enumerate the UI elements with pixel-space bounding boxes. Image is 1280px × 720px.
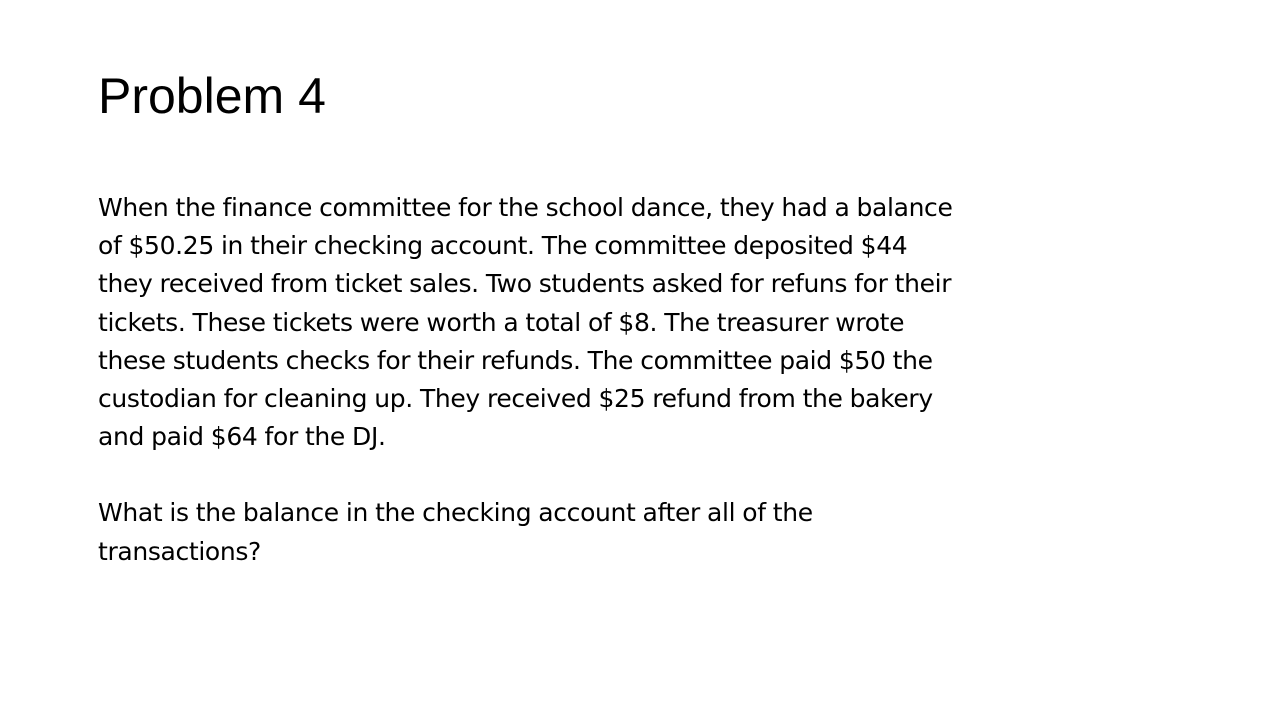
- problem-line: these students checks for their refunds. The committee paid $50 the: [98, 345, 933, 375]
- slide-title: Problem 4: [98, 68, 326, 124]
- question-paragraph: [98, 494, 1188, 570]
- slide-body: [98, 189, 1188, 571]
- problem-line: and paid $64 for the DJ.: [98, 422, 386, 452]
- problem-line: they received from ticket sales. Two students asked for refuns for their: [98, 269, 952, 299]
- problem-paragraph: [98, 189, 1188, 456]
- question-line: What is the balance in the checking account after all of the: [98, 498, 813, 528]
- question-line: transactions?: [98, 536, 261, 566]
- problem-line: of $50.25 in their checking account. The committee deposited $44: [98, 231, 908, 261]
- problem-line: custodian for cleaning up. They received $25 refund from the bakery: [98, 384, 933, 414]
- problem-line: When the finance committee for the school dance, they had a balance: [98, 193, 953, 222]
- problem-line: tickets. These tickets were worth a total of $8. The treasurer wrote: [98, 307, 905, 337]
